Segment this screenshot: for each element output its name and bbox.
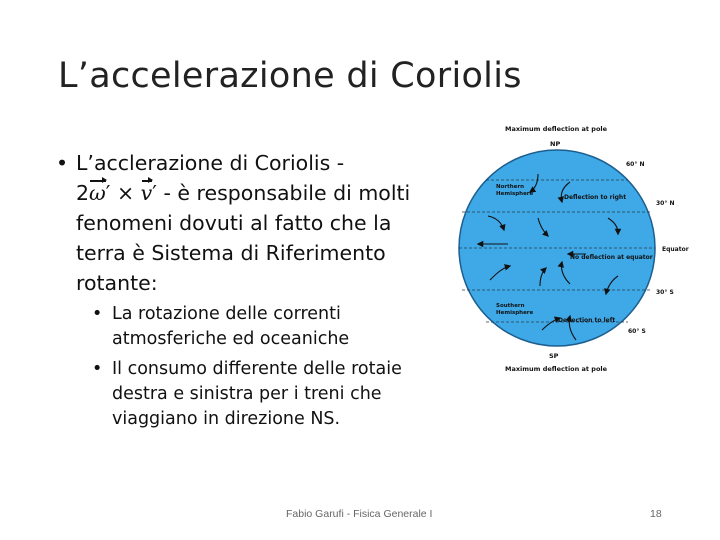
sub-bullet-2: • Il consumo differente delle rotaie destra e sinistra per i treni che viaggiano in direzione NS. bbox=[92, 357, 441, 432]
northern-hemisphere-label-2: Hemisphere bbox=[496, 191, 534, 197]
no-deflection-label: No deflection at equator bbox=[570, 254, 653, 261]
deflection-right-label: Deflection to right bbox=[564, 194, 627, 201]
footer-author: Fabio Garufi - Fisica Generale I bbox=[286, 508, 433, 520]
southern-hemisphere-label-2: Hemisphere bbox=[496, 310, 534, 316]
top-caption: Maximum deflection at pole bbox=[505, 125, 608, 133]
sub-bullet-list bbox=[56, 302, 441, 432]
page-number: 18 bbox=[650, 508, 662, 520]
bullet-list bbox=[56, 148, 441, 437]
deflection-left-label: Deflection to left bbox=[558, 317, 616, 324]
northern-hemisphere-label-1: Northern bbox=[496, 184, 524, 190]
prime-mark: ′ bbox=[105, 181, 111, 205]
lat-60s-label: 60° S bbox=[628, 328, 646, 335]
formula-factor: 2 bbox=[76, 181, 90, 205]
prime-mark: ′ bbox=[152, 181, 157, 205]
coriolis-formula bbox=[76, 181, 163, 205]
southern-hemisphere-label-1: Southern bbox=[496, 303, 525, 309]
bullet-main-text-1: L’acclerazione di Coriolis - bbox=[76, 151, 345, 175]
north-pole-label: NP bbox=[550, 140, 561, 148]
coriolis-globe-diagram bbox=[450, 118, 700, 380]
lat-60n-label: 60° N bbox=[626, 161, 645, 168]
velocity-vector: v bbox=[141, 178, 153, 208]
cross-product-sign: × bbox=[116, 181, 135, 205]
south-pole-label: SP bbox=[549, 352, 559, 360]
bullet-main bbox=[56, 148, 441, 298]
bullet-main-text-3: - è responsabile di molti fenomeni dovuti al fatto che la terra è Sistema di Riferimento rotante: bbox=[76, 181, 411, 295]
omega-vector: ω bbox=[89, 178, 106, 208]
lat-30s-label: 30° S bbox=[656, 289, 674, 296]
slide-title: L’accelerazione di Coriolis bbox=[58, 56, 522, 96]
equator-label: Equator bbox=[662, 246, 689, 253]
lat-30n-label: 30° N bbox=[656, 200, 675, 207]
sub-bullet-1: • La rotazione delle correnti atmosferiche ed oceaniche bbox=[92, 302, 441, 352]
bottom-caption: Maximum deflection at pole bbox=[505, 365, 608, 373]
